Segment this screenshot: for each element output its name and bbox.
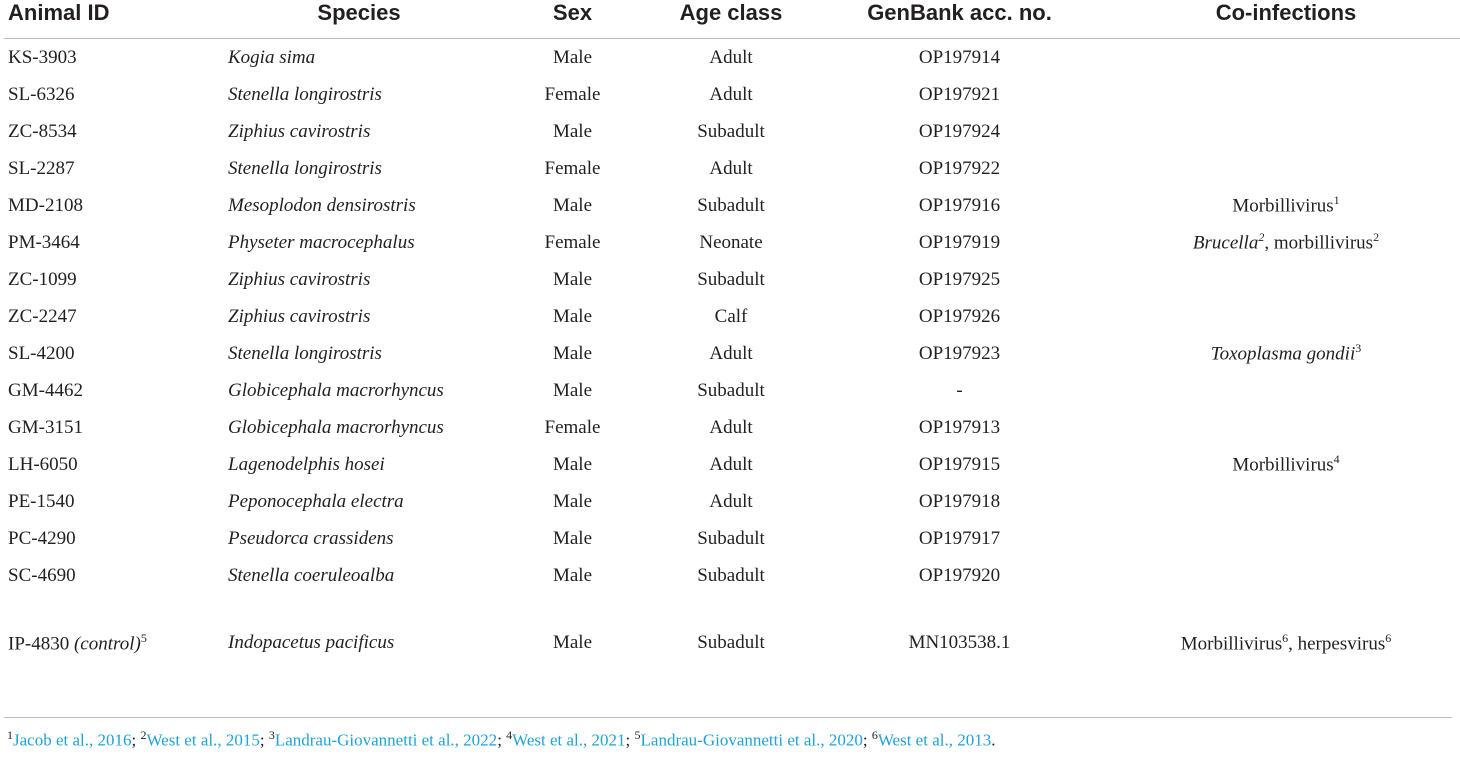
- cell-coinfections: [1112, 335, 1460, 372]
- cell-genbank: OP197926: [918, 305, 1001, 327]
- cell-age-class: Adult: [709, 453, 753, 475]
- cell-species: Ziphius cavirostris: [228, 268, 371, 290]
- cell-genbank: OP197913: [918, 416, 1001, 438]
- cell-genbank: OP197914: [918, 46, 1001, 68]
- cell-animal-id: ZC-8534: [8, 120, 77, 142]
- footnote-separator: ;: [497, 730, 507, 750]
- table-row: [4, 335, 1460, 372]
- cell-sex: Female: [544, 157, 601, 179]
- cell-sex: Male: [552, 453, 593, 475]
- cell-age-class: Subadult: [697, 632, 765, 653]
- cell-animal-id: MD-2108: [8, 194, 83, 216]
- footnote-separator: ;: [625, 730, 635, 750]
- cell-coinfections: [1112, 76, 1460, 113]
- cell-coinfections: [1112, 187, 1460, 224]
- cell-species: Stenella longirostris: [228, 157, 382, 179]
- cell-sex: Male: [552, 490, 593, 512]
- footnote-number: 4: [506, 728, 513, 742]
- cell-genbank: OP197924: [918, 120, 1001, 142]
- cell-animal-id: SL-6326: [8, 83, 75, 105]
- table-row: [4, 372, 1460, 409]
- cell-genbank: OP197919: [918, 231, 1001, 253]
- table-row: [4, 224, 1460, 261]
- cell-coinfections: [1112, 261, 1460, 298]
- reference-link[interactable]: West et al., 2013: [877, 730, 992, 750]
- table-row: [4, 113, 1460, 150]
- cell-age-class: Neonate: [699, 231, 763, 253]
- footnote-number: 2: [140, 728, 147, 742]
- cell-species: Pseudorca crassidens: [228, 527, 394, 549]
- table-row: [4, 187, 1460, 224]
- ref-superscript: 6: [1282, 630, 1289, 645]
- cell-genbank: OP197922: [918, 157, 1001, 179]
- footnote-separator: ;: [259, 730, 269, 750]
- reference-link[interactable]: Jacob et al., 2016: [13, 730, 132, 750]
- cell-species: Mesoplodon densirostris: [228, 194, 416, 216]
- cell-sex: Male: [552, 268, 593, 290]
- cell-age-class: Adult: [709, 490, 753, 512]
- cell-species: Globicephala macrorhyncus: [228, 416, 444, 438]
- table-row: [4, 298, 1460, 335]
- cell-sex: Female: [544, 416, 601, 438]
- control-note: (control): [73, 633, 141, 655]
- cell-sex: Male: [552, 379, 593, 401]
- ref-superscript: 4: [1333, 452, 1340, 467]
- cell-coinfections: [1112, 113, 1460, 150]
- cell-genbank: OP197925: [918, 268, 1001, 290]
- cell-sex: Male: [552, 120, 593, 142]
- cell-animal-id: KS-3903: [8, 46, 77, 68]
- header-coinfections: Co-infections: [1215, 0, 1357, 25]
- table-row: [4, 446, 1460, 483]
- cell-age-class: Adult: [709, 342, 753, 364]
- control-id: IP-4830: [8, 633, 74, 655]
- cell-animal-id: ZC-1099: [8, 268, 77, 290]
- cell-animal-id: ZC-2247: [8, 305, 77, 327]
- table-row: [4, 39, 1460, 77]
- table-bottom-rule: [4, 717, 1452, 718]
- cell-animal-id: LH-6050: [8, 453, 78, 475]
- cell-animal-id: PC-4290: [8, 527, 76, 549]
- cell-genbank: OP197923: [918, 342, 1001, 364]
- cell-coinfections: [1112, 557, 1460, 594]
- cell-species: Ziphius cavirostris: [228, 120, 371, 142]
- cell-sex: Male: [552, 46, 593, 68]
- cell-species: Stenella longirostris: [228, 83, 382, 105]
- table-footnote: [7, 728, 995, 751]
- cell-coinfections: [1112, 483, 1460, 520]
- cell-coinfections: [1112, 224, 1460, 261]
- cell-age-class: Subadult: [697, 120, 765, 142]
- cell-sex: Male: [552, 632, 593, 653]
- cell-age-class: Adult: [709, 416, 753, 438]
- ref-superscript: 5: [140, 630, 147, 645]
- table-row: [4, 557, 1460, 594]
- header-sex: Sex: [552, 0, 593, 25]
- ref-superscript: 2: [1258, 230, 1265, 245]
- cell-sex: Male: [552, 527, 593, 549]
- cell-sex: Male: [552, 342, 593, 364]
- cell-coinfections: [1112, 446, 1460, 483]
- coinfection-text: , morbillivirus: [1264, 232, 1374, 254]
- cell-age-class: Adult: [709, 157, 753, 179]
- cell-sex: Male: [552, 194, 593, 216]
- reference-link[interactable]: Landrau-Giovannetti et al., 2020: [640, 730, 863, 750]
- cell-age-class: Adult: [709, 83, 753, 105]
- cell-species: Globicephala macrorhyncus: [228, 379, 444, 401]
- footnote-number: 3: [268, 728, 275, 742]
- cell-coinfections: [1112, 618, 1460, 668]
- spacer-row: [4, 594, 1460, 618]
- footnote-separator: ;: [131, 730, 141, 750]
- ref-superscript: 2: [1373, 230, 1380, 245]
- coinfection-text: Morbillivirus: [1180, 633, 1283, 655]
- header-animal-id: Animal ID: [8, 0, 110, 25]
- cell-genbank: OP197916: [918, 194, 1001, 216]
- cell-coinfections: [1112, 39, 1460, 77]
- cetacean-table: [4, 0, 1460, 668]
- cell-sex: Male: [552, 564, 593, 586]
- cell-species: Kogia sima: [228, 46, 316, 68]
- cell-animal-id: [4, 618, 228, 668]
- cell-genbank: OP197915: [918, 453, 1001, 475]
- reference-link[interactable]: West et al., 2015: [146, 730, 260, 750]
- table-row: [4, 520, 1460, 557]
- cell-sex: Female: [544, 83, 601, 105]
- cell-age-class: Subadult: [697, 194, 765, 216]
- cell-genbank: OP197920: [918, 564, 1001, 586]
- table-row: [4, 76, 1460, 113]
- cell-species: Lagenodelphis hosei: [228, 453, 385, 475]
- ref-superscript: 3: [1355, 341, 1362, 356]
- cell-species: Physeter macrocephalus: [228, 231, 415, 253]
- control-row: [4, 618, 1460, 668]
- coinfection-text: Morbillivirus: [1232, 195, 1334, 217]
- coinfection-text: Morbillivirus: [1232, 454, 1334, 476]
- cell-coinfections: [1112, 298, 1460, 335]
- cell-age-class: Subadult: [697, 268, 765, 290]
- cell-species: Peponocephala electra: [228, 490, 404, 512]
- cell-age-class: Adult: [709, 46, 753, 68]
- cell-coinfections: [1112, 150, 1460, 187]
- cell-animal-id: SC-4690: [8, 564, 76, 586]
- cell-genbank: OP197921: [918, 83, 1001, 105]
- coinfection-text: Toxoplasma gondii: [1210, 343, 1356, 365]
- header-genbank: GenBank acc. no.: [867, 0, 1052, 25]
- coinfection-text: , herpesvirus: [1288, 633, 1386, 655]
- cell-animal-id: SL-4200: [8, 342, 75, 364]
- table-row: [4, 409, 1460, 446]
- ref-superscript: 6: [1385, 630, 1392, 645]
- cell-coinfections: [1112, 520, 1460, 557]
- cell-animal-id: GM-4462: [8, 379, 83, 401]
- cell-genbank: -: [956, 379, 963, 401]
- cell-animal-id: SL-2287: [8, 157, 75, 179]
- cell-animal-id: PE-1540: [8, 490, 75, 512]
- reference-link[interactable]: West et al., 2021: [512, 730, 626, 750]
- footnote-number: 6: [871, 728, 878, 742]
- cell-sex: Female: [544, 231, 601, 253]
- cell-species: Stenella longirostris: [228, 342, 382, 364]
- header-row: [4, 0, 1460, 39]
- footnote-separator: ;: [862, 730, 872, 750]
- cell-species: Ziphius cavirostris: [228, 305, 371, 327]
- ref-superscript: 1: [1333, 193, 1340, 208]
- table-row: [4, 483, 1460, 520]
- cell-sex: Male: [552, 305, 593, 327]
- cell-animal-id: GM-3151: [8, 416, 83, 438]
- cell-species: Stenella coeruleoalba: [228, 564, 395, 586]
- cell-genbank: OP197917: [918, 527, 1001, 549]
- table-row: [4, 150, 1460, 187]
- cell-animal-id: PM-3464: [8, 231, 80, 253]
- table-row: [4, 261, 1460, 298]
- cell-age-class: Subadult: [697, 564, 765, 586]
- cell-genbank: MN103538.1: [908, 632, 1011, 653]
- cell-coinfections: [1112, 409, 1460, 446]
- cell-age-class: Subadult: [697, 527, 765, 549]
- cell-species: Indopacetus pacificus: [228, 632, 395, 653]
- cell-age-class: Calf: [714, 305, 748, 327]
- cell-genbank: OP197918: [918, 490, 1001, 512]
- footnote-separator: .: [991, 730, 996, 750]
- footnote-number: 1: [7, 728, 13, 742]
- spacer-cell: [4, 594, 1460, 618]
- header-species: Species: [317, 0, 401, 25]
- cell-age-class: Subadult: [697, 379, 765, 401]
- cell-coinfections: [1112, 372, 1460, 409]
- footnote-number: 5: [634, 728, 641, 742]
- reference-link[interactable]: Landrau-Giovannetti et al., 2022: [274, 730, 498, 750]
- coinfection-text: Brucella: [1192, 232, 1259, 254]
- header-age-class: Age class: [679, 0, 783, 25]
